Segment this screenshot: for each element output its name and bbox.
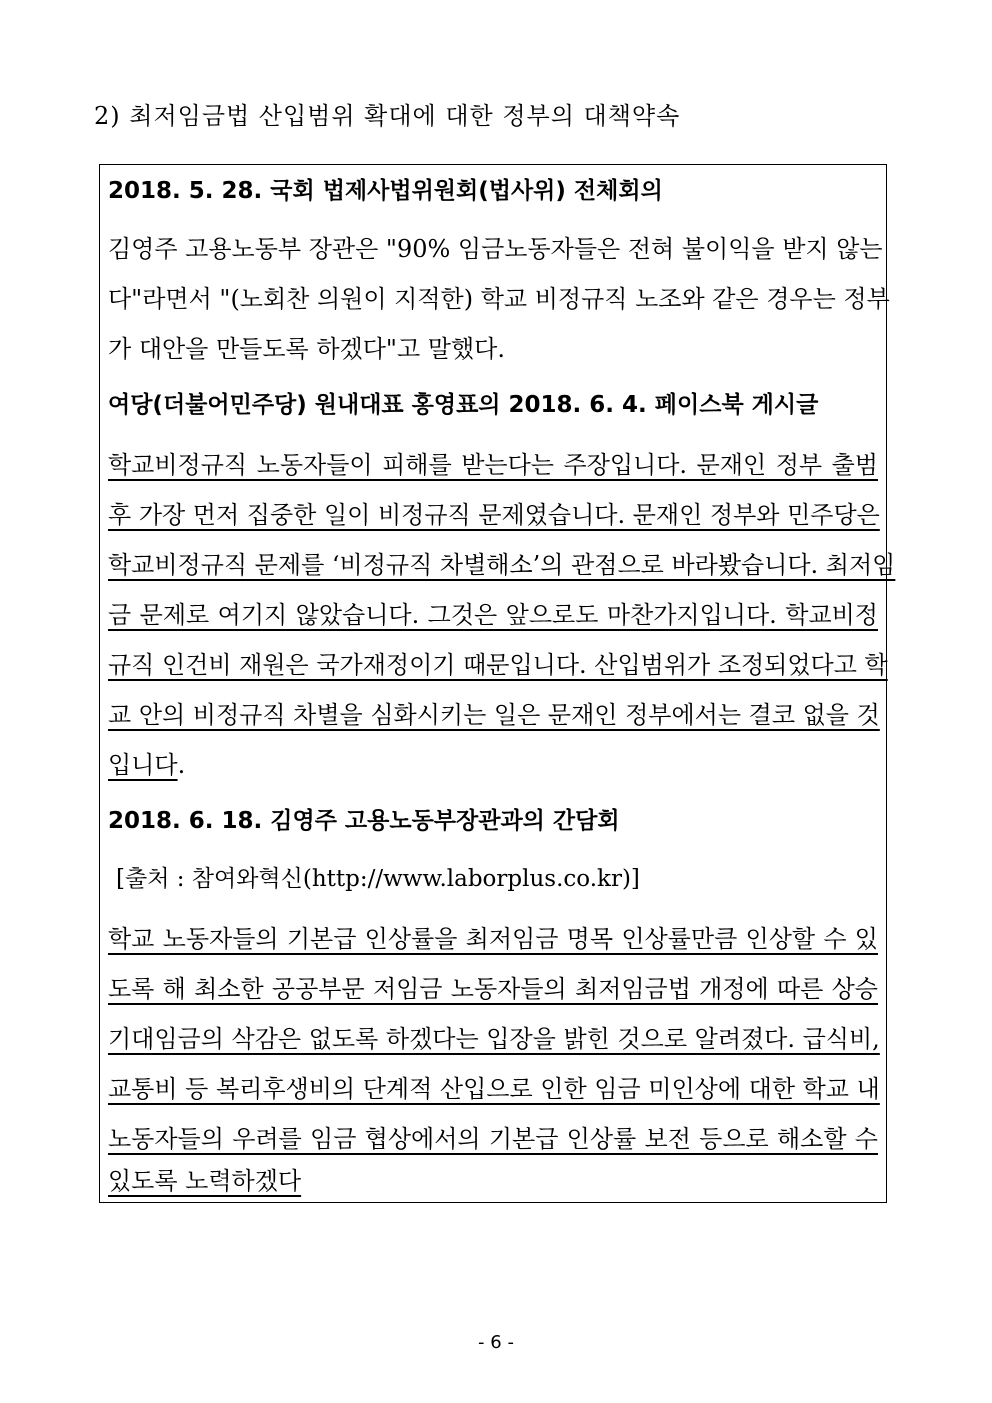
section-2-line-7 — [108, 741, 878, 789]
source-citation: [출처 : 참여와혁신(http://www.laborplus.co.kr)] — [116, 866, 640, 892]
section-3-line-1: 학교 노동자들의 기본급 인상률을 최저임금 명목 인상률만큼 인상할 수 있 — [108, 925, 878, 953]
quote-box — [99, 164, 896, 1203]
section-3-line-2: 도록 해 최소한 공공부문 저임금 노동자들의 최저임금법 개정에 따른 상승 — [108, 975, 878, 1003]
section-2-line-3: 학교비정규직 문제를 ‘비정규직 차별해소’의 관점으로 바라봤습니다. 최저임 — [108, 551, 896, 579]
section-title-3: 2018. 6. 18. 김영주 고용노동부장관과의 간담회 — [108, 808, 620, 834]
section-2-line-7-period: . — [177, 751, 186, 779]
section-3-line-4: 교통비 등 복리후생비의 단계적 산입으로 인한 임금 미인상에 대한 학교 내 — [108, 1075, 880, 1103]
page-number: - 6 - — [478, 1332, 514, 1353]
section-2-line-1: 학교비정규직 노동자들이 피해를 받는다는 주장입니다. 문재인 정부 출범 — [108, 451, 878, 479]
section-2-line-4: 금 문제로 여기지 않았습니다. 그것은 앞으로도 마찬가지입니다. 학교비정 — [108, 601, 878, 629]
section-2-line-5: 규직 인건비 재원은 국가재정이기 때문입니다. 산입범위가 조정되었다고 학 — [108, 651, 888, 679]
section-2-line-6: 교 안의 비정규직 차별을 심화시키는 일은 문재인 정부에서는 결코 없을 것 — [108, 701, 880, 729]
section-3-line-5: 노동자들의 우려를 임금 협상에서의 기본급 인상률 보전 등으로 해소할 수 — [108, 1125, 878, 1153]
section-3-line-6: 있도록 노력하겠다 — [108, 1167, 302, 1195]
section-2-line-7-text: 입니다 — [108, 751, 178, 779]
section-title-1: 2018. 5. 28. 국회 법제사법위원회(법사위) 전체회의 — [108, 178, 663, 204]
section-2-line-2: 후 가장 먼저 집중한 일이 비정규직 문제였습니다. 문재인 정부와 민주당은 — [108, 501, 880, 529]
section-3-line-3: 기대임금의 삭감은 없도록 하겠다는 입장을 밝힌 것으로 알려졌다. 급식비, — [108, 1025, 880, 1053]
section-1-line-1: 김영주 고용노동부 장관은 "90% 임금노동자들은 전혀 불이익을 받지 않는 — [108, 235, 883, 263]
section-1-line-2: 다"라면서 "(노회찬 의원이 지적한) 학교 비정규직 노조와 같은 경우는 정부 — [108, 285, 890, 313]
section-title-2: 여당(더불어민주당) 원내대표 홍영표의 2018. 6. 4. 페이스북 게시글 — [108, 392, 819, 418]
section-1-line-3: 가 대안을 만들도록 하겠다"고 말했다. — [108, 335, 505, 363]
page-heading: 2) 최저임금법 산입범위 확대에 대한 정부의 대책약속 — [94, 102, 681, 130]
